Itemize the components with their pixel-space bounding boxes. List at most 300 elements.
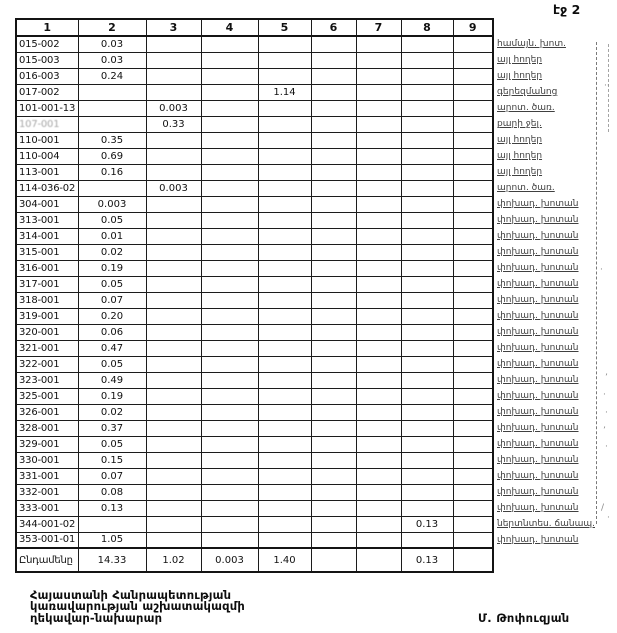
area-value: [401, 532, 453, 548]
land-use-label: փոխադ. խոտան: [497, 375, 579, 385]
area-value: [146, 532, 201, 548]
area-value: [201, 180, 258, 196]
land-use-label: փոխադ. խոտան: [497, 423, 579, 433]
area-value: [146, 500, 201, 516]
area-value: [356, 436, 401, 452]
area-value: 0.47: [78, 340, 146, 356]
area-value: [401, 148, 453, 164]
area-value: [78, 100, 146, 116]
land-use-label: համայն. խոտ.: [497, 39, 566, 49]
area-value: [401, 292, 453, 308]
area-value: [453, 484, 493, 500]
parcel-code: 314-001: [16, 228, 78, 244]
area-value: [201, 500, 258, 516]
area-value: [258, 292, 311, 308]
area-value: 0.02: [78, 404, 146, 420]
area-value: [401, 36, 453, 52]
area-value: [453, 436, 493, 452]
area-value: [201, 212, 258, 228]
area-value: [453, 116, 493, 132]
area-value: [201, 292, 258, 308]
table-row: [16, 244, 493, 260]
area-value: 1.05: [78, 532, 146, 548]
area-value: 0.05: [78, 356, 146, 372]
area-value: [356, 132, 401, 148]
footer-line-2: կառավարության աշխատակազմի: [30, 599, 245, 614]
area-value: [453, 404, 493, 420]
area-value: [453, 100, 493, 116]
column-header: 8: [401, 19, 453, 36]
area-value: [401, 196, 453, 212]
totals-value: [311, 548, 356, 572]
area-value: [146, 212, 201, 228]
area-value: [146, 148, 201, 164]
land-use-label: փոխադ. խոտան: [497, 487, 579, 497]
area-value: [401, 308, 453, 324]
area-value: [258, 68, 311, 84]
scan-artifact-mark: ’: [605, 373, 608, 383]
land-use-label: փոխադ. խոտան: [497, 359, 579, 369]
area-value: [453, 372, 493, 388]
area-value: [401, 500, 453, 516]
table-row: [16, 100, 493, 116]
area-value: [201, 100, 258, 116]
area-value: [453, 164, 493, 180]
parcel-code: 320-001: [16, 324, 78, 340]
area-value: [146, 452, 201, 468]
area-value: [401, 340, 453, 356]
area-value: [311, 100, 356, 116]
parcel-code: 331-001: [16, 468, 78, 484]
parcel-code: 101-001-13: [16, 100, 78, 116]
land-use-label: այլ հողեր: [497, 151, 543, 161]
area-value: [146, 308, 201, 324]
area-value: [311, 436, 356, 452]
area-value: 0.13: [401, 516, 453, 532]
table-row: [16, 468, 493, 484]
area-value: [453, 260, 493, 276]
parcel-code: 317-001: [16, 276, 78, 292]
area-value: [78, 116, 146, 132]
area-value: [311, 276, 356, 292]
area-value: [453, 500, 493, 516]
scan-artifact-mark: ’: [603, 426, 606, 436]
area-value: [356, 468, 401, 484]
area-value: [201, 260, 258, 276]
area-value: [311, 372, 356, 388]
area-value: [201, 68, 258, 84]
footer-line-1: Հայաստանի Հանրապետության: [30, 588, 232, 602]
land-use-label: արոտ. ծառ.: [497, 183, 555, 193]
area-value: [146, 388, 201, 404]
area-value: [453, 452, 493, 468]
table-row: [16, 276, 493, 292]
area-value: [258, 484, 311, 500]
area-value: [453, 292, 493, 308]
area-value: [146, 484, 201, 500]
parcel-code: 304-001: [16, 196, 78, 212]
footer-line-3: ղեկավար-նախարար: [30, 610, 163, 625]
totals-value: 14.33: [78, 548, 146, 572]
table-row: [16, 532, 493, 548]
area-value: [311, 420, 356, 436]
area-value: [453, 244, 493, 260]
footer-block: [30, 590, 245, 624]
parcel-code: 313-001: [16, 212, 78, 228]
area-value: [356, 52, 401, 68]
area-value: [453, 196, 493, 212]
area-value: 0.06: [78, 324, 146, 340]
parcel-code: 016-003: [16, 68, 78, 84]
area-value: 0.003: [146, 100, 201, 116]
parcel-table: [15, 18, 494, 573]
totals-value: [356, 548, 401, 572]
area-value: [258, 372, 311, 388]
parcel-code: 316-001: [16, 260, 78, 276]
area-value: [146, 244, 201, 260]
area-value: [258, 356, 311, 372]
area-value: [453, 36, 493, 52]
area-value: [201, 324, 258, 340]
area-value: 0.03: [78, 36, 146, 52]
area-value: [401, 68, 453, 84]
area-value: [146, 372, 201, 388]
column-header: 3: [146, 19, 201, 36]
area-value: [146, 356, 201, 372]
table-row: [16, 436, 493, 452]
area-value: [201, 340, 258, 356]
area-value: [201, 228, 258, 244]
area-value: [311, 516, 356, 532]
parcel-code: 326-001: [16, 404, 78, 420]
area-value: 0.19: [78, 388, 146, 404]
area-value: [146, 292, 201, 308]
area-value: [356, 164, 401, 180]
parcel-code: 344-001-02: [16, 516, 78, 532]
area-value: [311, 532, 356, 548]
area-value: [258, 276, 311, 292]
area-value: 0.05: [78, 212, 146, 228]
table-row: [16, 52, 493, 68]
table-row: [16, 404, 493, 420]
area-value: [78, 180, 146, 196]
area-value: [258, 388, 311, 404]
land-use-label: փոխադ. խոտան: [497, 247, 579, 257]
land-use-label: փոխադ. խոտան: [497, 343, 579, 353]
column-header: 2: [78, 19, 146, 36]
area-value: [356, 308, 401, 324]
area-value: [201, 356, 258, 372]
land-use-label: փոխադ. խոտան: [497, 327, 579, 337]
area-value: 1.14: [258, 84, 311, 100]
land-use-label: փոխադ. խոտան: [497, 295, 579, 305]
area-value: [258, 148, 311, 164]
area-value: [356, 420, 401, 436]
area-value: 0.07: [78, 468, 146, 484]
table-row: [16, 308, 493, 324]
area-value: [401, 388, 453, 404]
area-value: [258, 468, 311, 484]
area-value: [258, 244, 311, 260]
parcel-code: 110-004: [16, 148, 78, 164]
area-value: [146, 84, 201, 100]
area-value: [258, 180, 311, 196]
area-value: [356, 260, 401, 276]
area-value: [356, 244, 401, 260]
area-value: [201, 148, 258, 164]
parcel-code: 315-001: [16, 244, 78, 260]
totals-row: [16, 548, 493, 572]
signature-name: Մ. Թոփուզյան: [478, 611, 570, 625]
area-value: [453, 212, 493, 228]
area-value: [146, 420, 201, 436]
column-header: 1: [16, 19, 78, 36]
parcel-code: 113-001: [16, 164, 78, 180]
area-value: [258, 196, 311, 212]
area-value: [356, 68, 401, 84]
area-value: [201, 484, 258, 500]
parcel-code: 114-036-02: [16, 180, 78, 196]
area-value: [401, 468, 453, 484]
area-value: [258, 164, 311, 180]
area-value: [146, 68, 201, 84]
area-value: 0.003: [78, 196, 146, 212]
table-row: [16, 516, 493, 532]
land-use-label: ներտնտես. ճանապ.: [497, 519, 595, 529]
scan-artifact-mark: ·: [605, 408, 608, 418]
area-value: [401, 244, 453, 260]
area-value: [258, 404, 311, 420]
area-value: [146, 324, 201, 340]
area-value: 0.05: [78, 436, 146, 452]
area-value: [453, 276, 493, 292]
area-value: [356, 324, 401, 340]
area-value: [401, 372, 453, 388]
land-use-label: փոխադ. խոտան: [497, 439, 579, 449]
area-value: [258, 452, 311, 468]
area-value: [311, 388, 356, 404]
land-use-label: այլ հողեր: [497, 135, 543, 145]
area-value: [401, 116, 453, 132]
area-value: [258, 308, 311, 324]
area-value: [453, 308, 493, 324]
area-value: [356, 452, 401, 468]
parcel-code: 333-001: [16, 500, 78, 516]
scan-artifact-mark: ·: [603, 390, 606, 400]
area-value: [311, 228, 356, 244]
area-value: [258, 52, 311, 68]
area-value: [356, 532, 401, 548]
area-value: [311, 404, 356, 420]
area-value: 0.05: [78, 276, 146, 292]
area-value: [401, 164, 453, 180]
area-value: [258, 260, 311, 276]
area-value: [311, 340, 356, 356]
area-value: [453, 420, 493, 436]
area-value: [401, 356, 453, 372]
column-header: 4: [201, 19, 258, 36]
area-value: [201, 52, 258, 68]
area-value: [78, 516, 146, 532]
area-value: [311, 68, 356, 84]
area-value: [311, 84, 356, 100]
area-value: [258, 212, 311, 228]
land-use-label: փոխադ. խոտան: [497, 279, 579, 289]
margin-dashed-line: [596, 42, 597, 524]
parcel-code: 329-001: [16, 436, 78, 452]
area-value: [146, 516, 201, 532]
table-row: [16, 420, 493, 436]
area-value: [311, 132, 356, 148]
land-use-label: արոտ. ծառ.: [497, 103, 555, 113]
area-value: [201, 372, 258, 388]
area-value: [401, 180, 453, 196]
area-value: [453, 516, 493, 532]
column-header: 7: [356, 19, 401, 36]
area-value: [201, 244, 258, 260]
parcel-code: 330-001: [16, 452, 78, 468]
parcel-code: 321-001: [16, 340, 78, 356]
table-row: [16, 292, 493, 308]
area-value: [356, 84, 401, 100]
area-value: [311, 148, 356, 164]
parcel-code: 107-001: [16, 116, 78, 132]
area-value: [201, 404, 258, 420]
parcel-code: 319-001: [16, 308, 78, 324]
scan-artifact-mark: /: [601, 503, 605, 513]
table-row: [16, 356, 493, 372]
area-value: [401, 452, 453, 468]
area-value: [201, 36, 258, 52]
table-row: [16, 180, 493, 196]
parcel-code: 015-002: [16, 36, 78, 52]
area-value: [311, 292, 356, 308]
area-value: [311, 308, 356, 324]
parcel-code: 332-001: [16, 484, 78, 500]
table-row: [16, 452, 493, 468]
area-value: 0.02: [78, 244, 146, 260]
area-value: [258, 324, 311, 340]
table-row: [16, 68, 493, 84]
area-value: [311, 196, 356, 212]
area-value: [401, 84, 453, 100]
area-value: [356, 516, 401, 532]
area-value: [78, 84, 146, 100]
area-value: [453, 180, 493, 196]
area-value: [258, 228, 311, 244]
area-value: [258, 36, 311, 52]
table-row: [16, 84, 493, 100]
area-value: [201, 420, 258, 436]
area-value: [311, 180, 356, 196]
area-value: [356, 276, 401, 292]
area-value: [311, 164, 356, 180]
scan-artifact-mark: ··: [604, 81, 610, 91]
land-use-label: փոխադ. խոտան: [497, 199, 579, 209]
area-value: [356, 340, 401, 356]
area-value: [453, 532, 493, 548]
scan-artifact-mark: ·: [607, 513, 610, 523]
area-value: 0.01: [78, 228, 146, 244]
area-value: [258, 340, 311, 356]
area-value: 0.03: [78, 52, 146, 68]
area-value: 0.37: [78, 420, 146, 436]
area-value: [356, 388, 401, 404]
table-row: [16, 372, 493, 388]
area-value: [311, 452, 356, 468]
area-value: [311, 324, 356, 340]
area-value: [146, 436, 201, 452]
area-value: 0.69: [78, 148, 146, 164]
land-use-label: փոխադ. խոտան: [497, 503, 579, 513]
area-value: 0.35: [78, 132, 146, 148]
area-value: [146, 36, 201, 52]
area-value: [356, 484, 401, 500]
land-use-label: այլ հողեր: [497, 55, 543, 65]
area-value: [453, 324, 493, 340]
area-value: [356, 500, 401, 516]
area-value: [453, 468, 493, 484]
area-value: 0.15: [78, 452, 146, 468]
area-value: [356, 292, 401, 308]
parcel-code: 325-001: [16, 388, 78, 404]
area-value: [201, 388, 258, 404]
totals-value: 1.02: [146, 548, 201, 572]
area-value: [146, 276, 201, 292]
table-row: [16, 116, 493, 132]
scan-artifact-mark: ·: [600, 265, 603, 275]
totals-value: 0.13: [401, 548, 453, 572]
area-value: [146, 260, 201, 276]
area-value: [311, 244, 356, 260]
area-value: [401, 52, 453, 68]
area-value: [311, 36, 356, 52]
column-header: 5: [258, 19, 311, 36]
area-value: [356, 404, 401, 420]
area-value: [453, 52, 493, 68]
land-use-label: փոխադ. խոտան: [497, 311, 579, 321]
area-value: [311, 356, 356, 372]
area-value: [356, 180, 401, 196]
area-value: [401, 484, 453, 500]
area-value: [258, 436, 311, 452]
area-value: [201, 84, 258, 100]
area-value: 0.19: [78, 260, 146, 276]
parcel-code: 323-001: [16, 372, 78, 388]
area-value: 0.20: [78, 308, 146, 324]
land-use-label: փոխադ. խոտան: [497, 455, 579, 465]
table-row: [16, 212, 493, 228]
area-value: [401, 132, 453, 148]
table-row: [16, 148, 493, 164]
area-value: [453, 340, 493, 356]
area-value: 0.24: [78, 68, 146, 84]
parcel-code: 015-003: [16, 52, 78, 68]
area-value: [311, 260, 356, 276]
area-value: 0.08: [78, 484, 146, 500]
area-value: [356, 116, 401, 132]
totals-value: 1.40: [258, 548, 311, 572]
land-use-label: փոխադ. խոտան: [497, 535, 579, 545]
area-value: [146, 340, 201, 356]
land-use-label: փոխադ. խոտան: [497, 231, 579, 241]
area-value: [201, 516, 258, 532]
table-row: [16, 500, 493, 516]
area-value: [453, 388, 493, 404]
area-value: [453, 356, 493, 372]
scan-artifact-mark: ·: [605, 442, 608, 452]
area-value: 0.49: [78, 372, 146, 388]
